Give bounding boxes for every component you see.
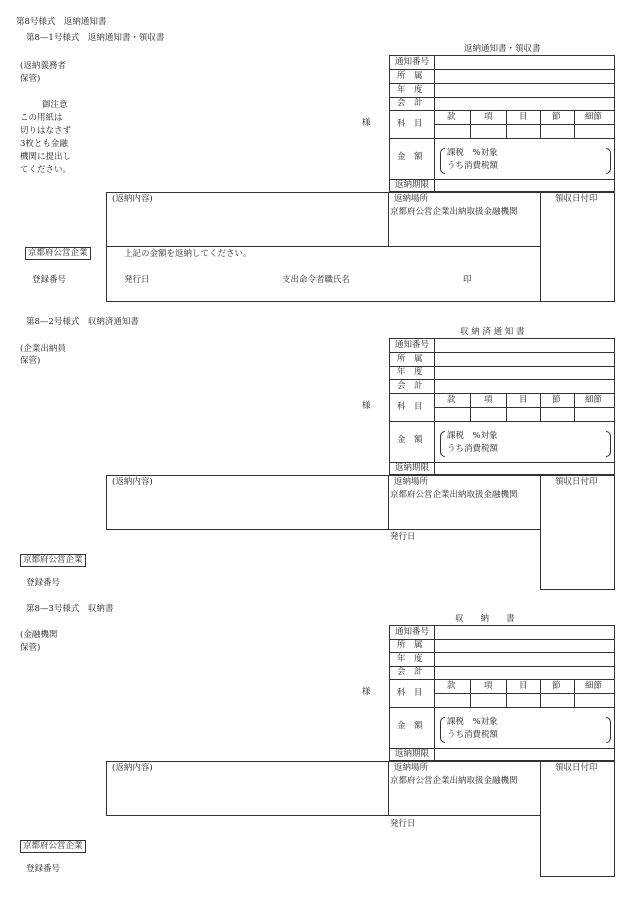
custody-line-1: (金融機関 [20, 630, 58, 640]
enterprise-stamp: 京都府公営企業 [20, 840, 86, 853]
tax-line-1: 課税 %対象 [447, 148, 498, 158]
receipt-stamp-box [540, 475, 615, 590]
issue-date-label: 発行日 [390, 819, 416, 829]
label-deadline: 返納期限 [395, 749, 430, 759]
custody-line-2: 保管) [20, 643, 41, 653]
notice-line: 機関に提出し [20, 152, 72, 162]
label-notice-no: 通知番号 [395, 57, 430, 67]
content-label: (返納内容) [112, 763, 153, 773]
label-year: 年 度 [397, 85, 423, 95]
officer-label: 支出命令者職氏名 [282, 275, 351, 285]
label-amount: 金 額 [397, 721, 423, 731]
place-label: 返納場所 [394, 194, 429, 204]
custody-line-1: (企業出納員 [20, 344, 66, 354]
notice-line: 3枚とも金融 [20, 139, 68, 149]
label-year: 年 度 [397, 654, 423, 664]
col-kan: 款 [447, 681, 456, 691]
lower-table [106, 475, 541, 530]
receipt-stamp-label: 領収日付印 [555, 763, 598, 773]
content-label: (返納内容) [112, 477, 153, 487]
return-statement: 上記の金額を返納してください。 [124, 249, 252, 259]
notice-line: てください。 [20, 165, 72, 175]
place-value: 京都府公営企業出納取扱金融機関 [390, 490, 518, 500]
sama-label: 様 [362, 401, 371, 411]
label-amount: 金 額 [397, 435, 423, 445]
label-amount: 金 額 [397, 152, 423, 162]
label-account: 会 計 [397, 667, 423, 677]
subform-title-1: 第8—1号様式 返納通知書・領収書 [26, 33, 165, 43]
col-kou: 項 [484, 681, 493, 691]
col-moku: 目 [519, 395, 528, 405]
label-subject: 科 目 [397, 688, 423, 698]
label-subject: 科 目 [397, 402, 423, 412]
reg-no-label: 登録番号 [26, 578, 61, 588]
label-subject: 科 目 [397, 119, 423, 129]
place-label: 返納場所 [394, 477, 429, 487]
notice-line: 切りはなさず [20, 126, 72, 136]
receipt-stamp-label: 領収日付印 [555, 194, 598, 204]
label-year: 年 度 [397, 367, 423, 377]
reg-no-label: 登録番号 [26, 864, 61, 874]
receipt-stamp-label: 領収日付印 [555, 477, 598, 487]
label-notice-no: 通知番号 [395, 627, 430, 637]
place-value: 京都府公営企業出納取扱金融機関 [390, 776, 518, 786]
tax-line-1: 課税 %対象 [447, 431, 498, 441]
custody-line-2: 保管) [20, 356, 41, 366]
reg-no-label: 登録番号 [32, 275, 67, 285]
custody-line-1: (返納義務者 [20, 61, 66, 71]
col-setsu: 節 [552, 112, 561, 122]
col-saisetsu: 細節 [585, 681, 603, 691]
issue-date-label: 発行日 [124, 275, 150, 285]
col-setsu: 節 [552, 681, 561, 691]
issue-date-label: 発行日 [390, 532, 416, 542]
tax-line-2: うち消費税額 [447, 730, 499, 740]
col-kan: 款 [447, 112, 456, 122]
label-notice-no: 通知番号 [395, 340, 430, 350]
lower-table [106, 761, 541, 816]
sama-label: 様 [362, 687, 371, 697]
tax-line-2: うち消費税額 [447, 444, 499, 454]
label-account: 会 計 [397, 381, 423, 391]
col-saisetsu: 細節 [585, 395, 603, 405]
label-deadline: 返納期限 [395, 180, 430, 190]
form-heading: 収 納 書 [455, 614, 515, 624]
label-dept: 所 属 [397, 354, 423, 364]
label-deadline: 返納期限 [395, 463, 430, 473]
col-kou: 項 [484, 395, 493, 405]
enterprise-stamp: 京都府公営企業 [20, 554, 86, 567]
label-dept: 所 属 [397, 71, 423, 81]
place-label: 返納場所 [394, 763, 429, 773]
col-kan: 款 [447, 395, 456, 405]
seal-label: 印 [463, 275, 472, 285]
notice-line: この用紙は [20, 113, 63, 123]
label-account: 会 計 [397, 98, 423, 108]
subform-title: 第8—2号様式 収納済通知書 [26, 317, 139, 327]
content-label: (返納内容) [112, 194, 153, 204]
notice-heading: 御注意 [42, 100, 68, 110]
lower-table [106, 192, 615, 302]
enterprise-stamp: 京都府公営企業 [25, 247, 91, 260]
col-saisetsu: 細節 [585, 112, 603, 122]
form-heading: 収 納 済 通 知 書 [460, 327, 525, 337]
receipt-stamp-box [540, 761, 615, 877]
label-dept: 所 属 [397, 640, 423, 650]
tax-line-1: 課税 %対象 [447, 717, 498, 727]
col-moku: 目 [519, 681, 528, 691]
form-heading: 返納通知書・領収書 [464, 44, 541, 54]
form-title: 第8号様式 返納通知書 [16, 17, 107, 27]
custody-line-2: 保管) [20, 74, 41, 84]
subform-title: 第8—3号様式 収納書 [26, 604, 114, 614]
tax-line-2: うち消費税額 [447, 161, 499, 171]
col-setsu: 節 [552, 395, 561, 405]
place-value: 京都府公営企業出納取扱金融機関 [390, 207, 518, 217]
col-moku: 目 [519, 112, 528, 122]
sama-label: 様 [362, 118, 371, 128]
col-kou: 項 [484, 112, 493, 122]
